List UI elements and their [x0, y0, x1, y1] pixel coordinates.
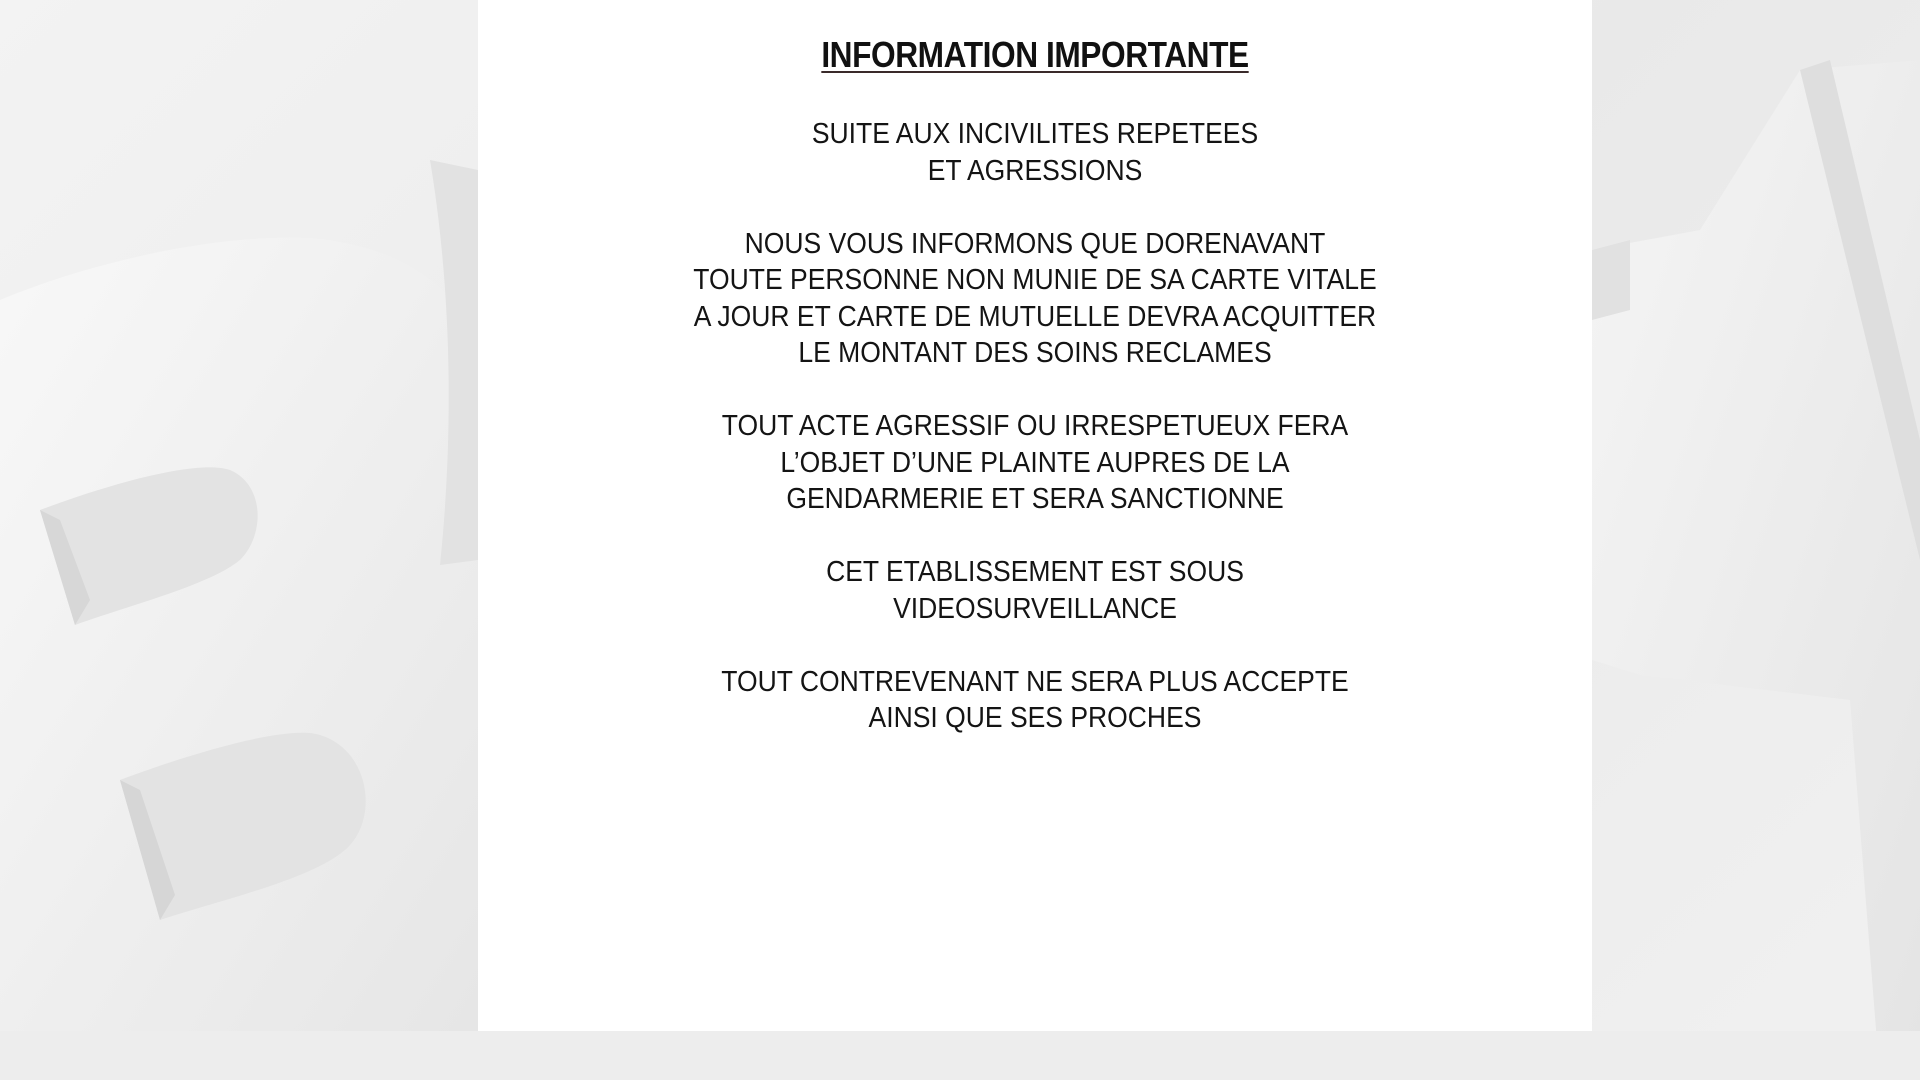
notice-paragraph	[517, 226, 1553, 372]
notice-sheet	[478, 0, 1592, 1031]
notice-line: AINSI QUE SES PROCHES	[868, 702, 1202, 734]
notice-line: TOUT ACTE AGRESSIF OU IRRESPETUEUX FERA	[721, 410, 1349, 442]
notice-paragraph	[517, 116, 1553, 189]
notice-title: INFORMATION IMPORTANTE	[821, 34, 1249, 75]
notice-line: GENDARMERIE ET SERA SANCTIONNE	[786, 483, 1284, 515]
notice-paragraph	[517, 408, 1553, 518]
notice-body	[478, 116, 1592, 773]
notice-line: ET AGRESSIONS	[927, 154, 1143, 187]
notice-paragraph	[517, 554, 1553, 627]
notice-line: SUITE AUX INCIVILITES REPETEES	[811, 118, 1259, 150]
notice-line: CET ETABLISSEMENT EST SOUS	[826, 556, 1244, 588]
notice-paragraph	[517, 664, 1553, 737]
notice-line: NOUS VOUS INFORMONS QUE DORENAVANT	[744, 227, 1326, 260]
notice-line: TOUT CONTREVENANT NE SERA PLUS ACCEPTE	[721, 665, 1349, 698]
notice-line: A JOUR ET CARTE DE MUTUELLE DEVRA ACQUITTER	[693, 300, 1377, 333]
notice-line: VIDEOSURVEILLANCE	[893, 592, 1177, 625]
notice-line: TOUTE PERSONNE NON MUNIE DE SA CARTE VITALE	[693, 264, 1377, 296]
notice-line: L’OBJET D’UNE PLAINTE AUPRES DE LA	[780, 446, 1290, 479]
notice-line: LE MONTANT DES SOINS RECLAMES	[798, 337, 1272, 369]
